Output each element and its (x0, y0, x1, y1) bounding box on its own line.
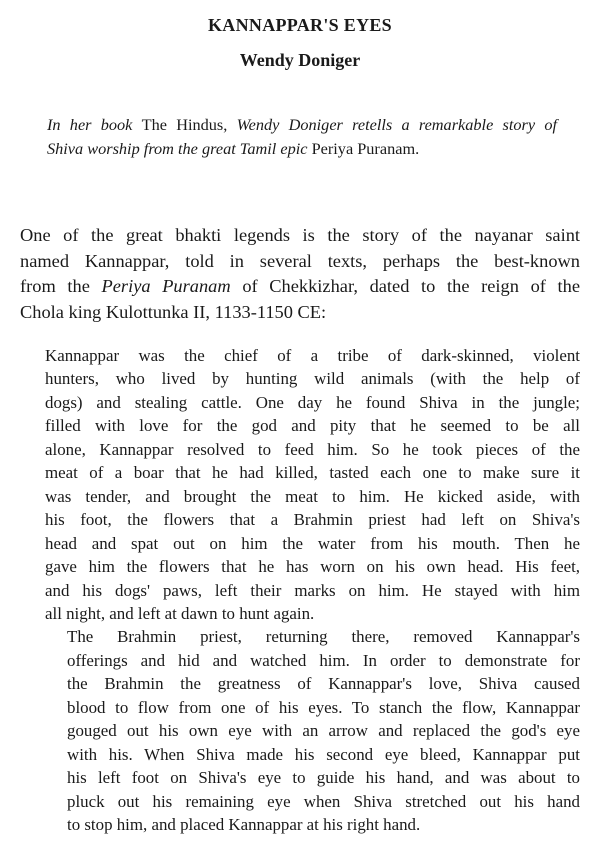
quote-line: dogs) and stealing cattle. One day he found Shiva in the jungle; (45, 392, 580, 412)
intro-line-2 (47, 137, 557, 161)
epic-title-periya-puranam: Periya Puranam. (311, 139, 420, 158)
quote-paragraph-1 (45, 344, 580, 625)
quote-line: hunters, who lived by hunting wild animals (with the help of (45, 369, 580, 389)
quote-line: head and spat out on him the water from his mouth. Then he (45, 533, 580, 553)
intro-text: In her book (47, 115, 142, 134)
lead-line: named Kannappar, told in several texts, perhaps the best-known (20, 250, 580, 271)
lead-line (20, 274, 580, 300)
quote-line: with his. When Shiva made his second eye bleed, Kannappar put (67, 744, 580, 764)
quote-line: his left foot on Shiva's eye to guide his hand, and was about to (67, 768, 580, 788)
page-title: KANNAPPAR'S EYES (208, 15, 392, 35)
intro-line-1 (47, 113, 557, 137)
quote-line: the Brahmin the greatness of Kannappar's love, Shiva caused (67, 674, 580, 694)
quote-line: his foot, the flowers that a Brahmin priest had left on Shiva's (45, 510, 580, 530)
epic-title-italic: Periya Puranam (101, 276, 231, 296)
intro-paragraph (47, 113, 557, 161)
quote-line: blood to flow from one of his eyes. To stanch the flow, Kannappar (67, 697, 580, 717)
lead-text: from the (20, 276, 102, 296)
quote-line: all night, and left at dawn to hunt again. (45, 603, 315, 623)
quote-line: The Brahmin priest, returning there, removed Kannappar's (67, 627, 580, 647)
book-title-the-hindus: The Hindus, (141, 115, 228, 134)
quote-line: was tender, and brought the meat to him. He kicked aside, with (45, 486, 580, 506)
lead-line: One of the great bhakti legends is the story of the nayanar saint (20, 225, 580, 245)
quote-line: offerings and hid and watched him. In order to demonstrate for (67, 650, 580, 670)
lead-line: Chola king Kulottunka II, 1133-1150 CE: (20, 301, 327, 322)
lead-paragraph (20, 223, 580, 325)
quote-line: alone, Kannappar resolved to feed him. So he took pieces of the (45, 439, 580, 459)
author-name: Wendy Doniger (239, 50, 361, 70)
quote-line: and his dogs' paws, left their marks on him. He stayed with him (45, 580, 580, 600)
quote-line: to stop him, and placed Kannappar at his right hand. (67, 815, 421, 835)
quote-line: pluck out his remaining eye when Shiva stretched out his hand (67, 791, 580, 811)
block-quote (45, 344, 580, 837)
intro-text: Wendy Doniger retells a remarkable story of (227, 115, 558, 134)
quote-line: gave him the flowers that he has worn on his own head. His feet, (45, 557, 580, 577)
quote-line: Kannappar was the chief of a tribe of dark-skinned, violent (45, 346, 580, 365)
quote-line: gouged out his own eye with an arrow and replaced the god's eye (67, 721, 580, 741)
lead-text: of Chekkizhar, dated to the reign of the (230, 276, 581, 296)
quote-line: meat of a boar that he had killed, tasted each one to make sure it (45, 463, 580, 483)
quote-paragraph-2 (45, 625, 580, 836)
quote-line: filled with love for the god and pity that he seemed to be all (45, 416, 580, 436)
intro-text: Shiva worship from the great Tamil epic (47, 139, 312, 158)
